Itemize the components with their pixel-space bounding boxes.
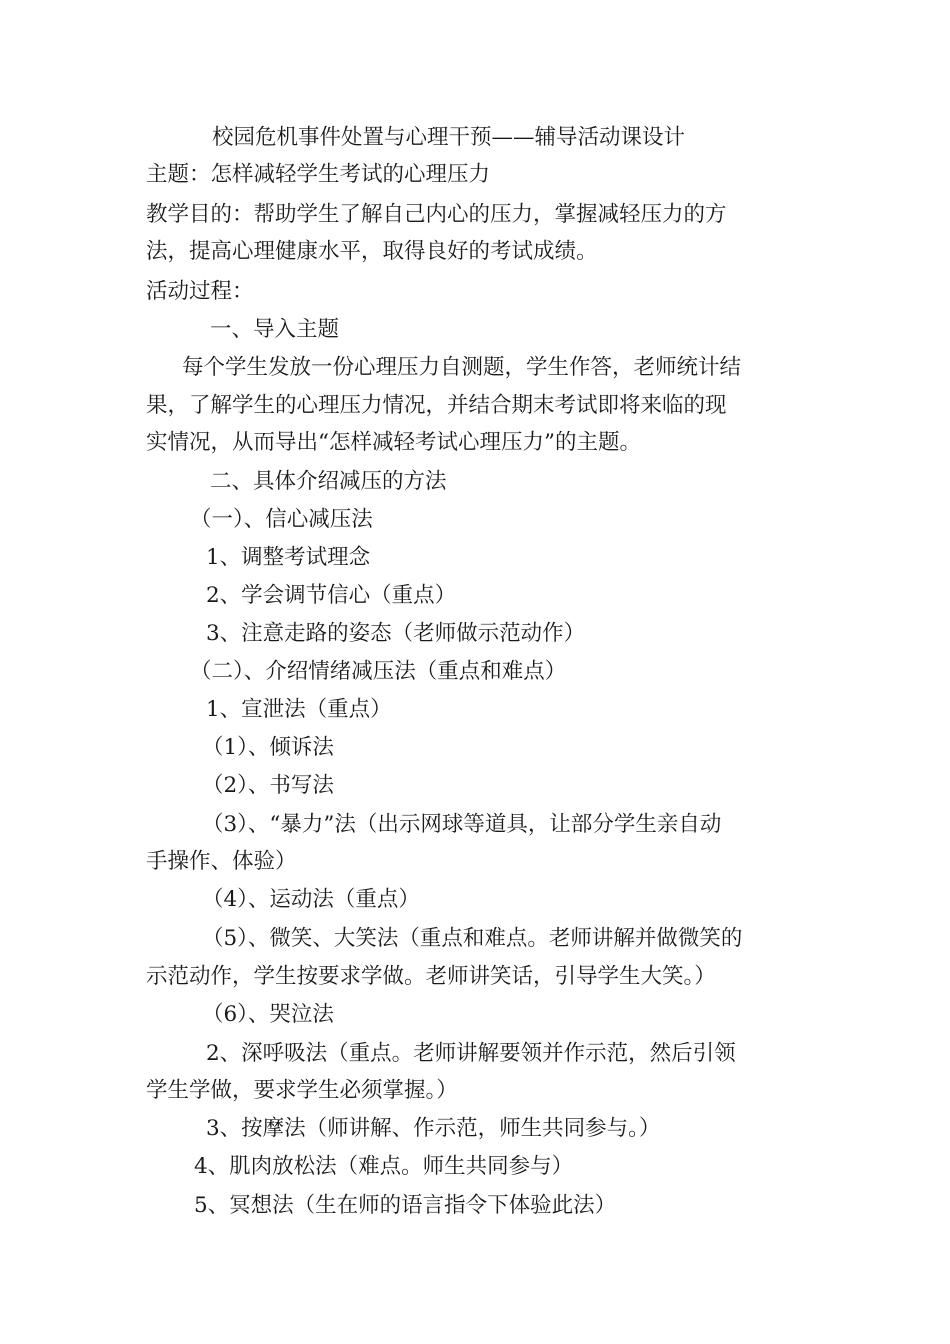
section-2-heading: 二、具体介绍减压的方法 <box>210 469 447 494</box>
subsection-2-item-1-5-line-2: 示范动作，学生按要求学做。老师讲笑话，引导学生大笑。） <box>146 964 716 989</box>
section-1-paragraph-line-3: 实情况，从而导出“怎样减轻考试心理压力”的主题。 <box>146 430 641 455</box>
process-label: 活动过程： <box>146 279 254 304</box>
subsection-2-item-1-6: （6）、哭泣法 <box>202 1002 334 1027</box>
theme-line: 主题：怎样减轻学生考试的心理压力 <box>146 162 491 187</box>
goal-line-1: 教学目的：帮助学生了解自己内心的压力，掌握减轻压力的方 <box>146 202 727 227</box>
section-1-paragraph-line-2: 果，了解学生的心理压力情况，并结合期末考试即将来临的现 <box>146 393 727 418</box>
document-title: 校园危机事件处置与心理干预——辅导活动课设计 <box>212 125 686 150</box>
subsection-1-item-2: 2、学会调节信心（重点） <box>206 583 457 608</box>
subsection-2-item-1-1: （1）、倾诉法 <box>202 735 334 760</box>
subsection-1-item-3: 3、注意走路的姿态（老师做示范动作） <box>206 621 586 646</box>
subsection-2-item-5: 5、冥想法（生在师的语言指令下体验此法） <box>194 1193 617 1218</box>
subsection-2-item-4: 4、肌肉放松法（难点。师生共同参与） <box>194 1154 574 1179</box>
subsection-2-item-2-line-2: 学生学做，要求学生必须掌握。） <box>146 1078 458 1103</box>
section-1-paragraph-line-1: 每个学生发放一份心理压力自测题，学生作答，老师统计结 <box>182 355 742 380</box>
subsection-2-item-2-line-1: 2、深呼吸法（重点。老师讲解要领并作示范，然后引领 <box>206 1041 736 1066</box>
subsection-2-item-1-2: （2）、书写法 <box>202 773 334 798</box>
subsection-2-heading: （二）、介绍情绪减压法（重点和难点） <box>190 659 567 684</box>
subsection-1-item-1: 1、调整考试理念 <box>206 545 371 570</box>
section-1-heading: 一、导入主题 <box>210 317 340 342</box>
subsection-2-item-1: 1、宣泄法（重点） <box>206 697 392 722</box>
subsection-2-item-1-3-line-1: （3）、“暴力”法（出示网球等道具，让部分学生亲自动 <box>202 812 722 837</box>
subsection-1-heading: （一）、信心减压法 <box>190 507 373 532</box>
subsection-2-item-1-4: （4）、运动法（重点） <box>202 887 420 912</box>
subsection-2-item-1-5-line-1: （5）、微笑、大笑法（重点和难点。老师讲解并做微笑的 <box>202 926 743 951</box>
goal-line-2: 法，提高心理健康水平，取得良好的考试成绩。 <box>146 239 598 264</box>
subsection-2-item-3: 3、按摩法（师讲解、作示范，师生共同参与。） <box>206 1116 661 1141</box>
subsection-2-item-1-3-line-2: 手操作、体验） <box>146 849 297 874</box>
